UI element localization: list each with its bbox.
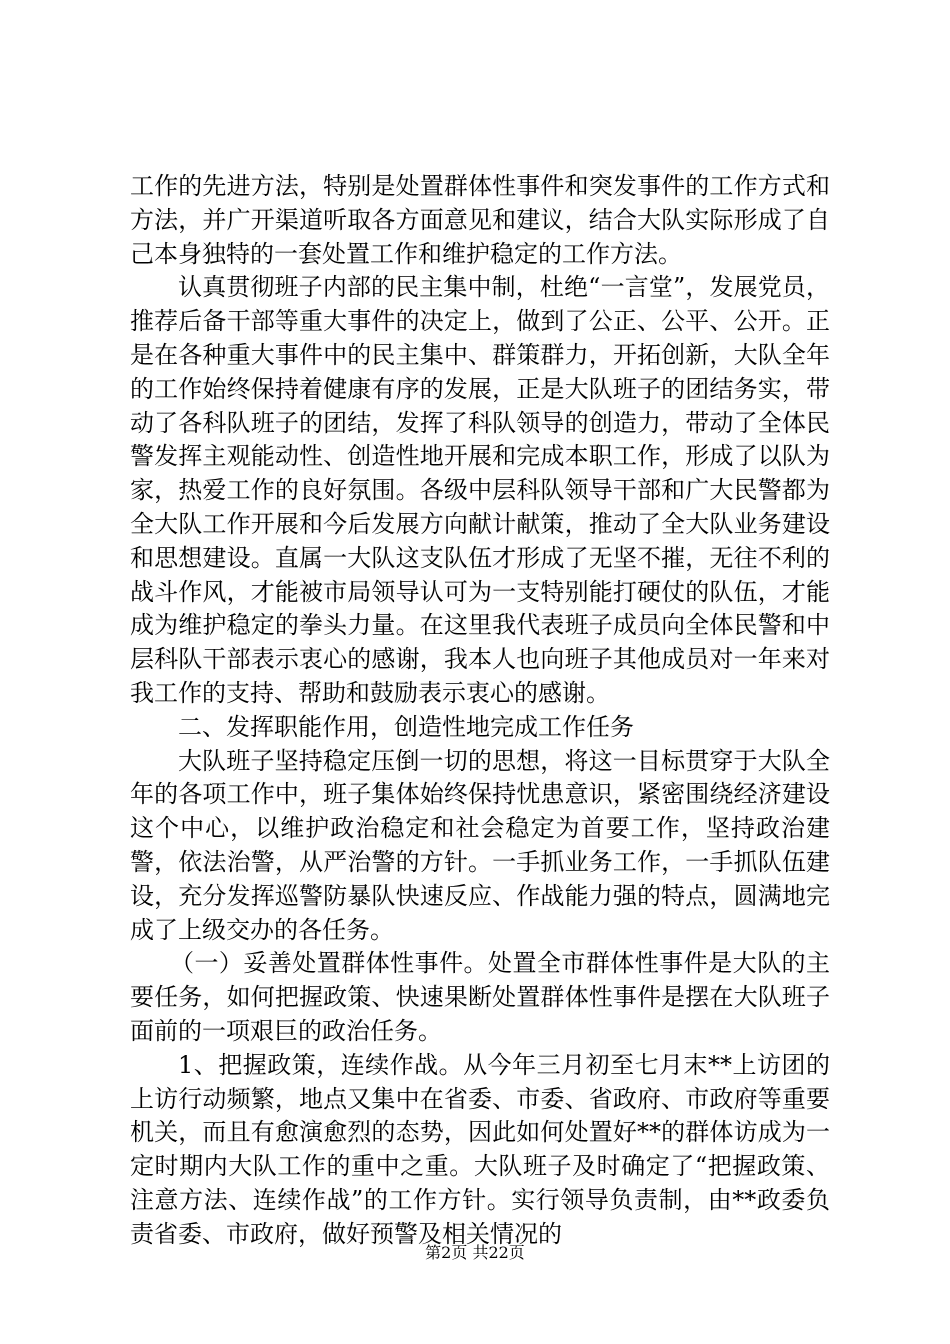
paragraph-3: 大队班子坚持稳定压倒一切的思想，将这一目标贯穿于大队全年的各项工作中，班子集体始终保持忧患意识，紧密围绕经济建设这个中心，以维护政治稳定和社会稳定为首要工作，坚持政治建警，依法治警，从严治警的方针。一手抓业务工作，一手抓队伍建设，充分发挥巡警防暴队快速反应、作战能力强的特点，圆满地完成了上级交办的各任务。 bbox=[130, 746, 830, 944]
paragraph-1: 工作的先进方法，特别是处置群体性事件和突发事件的工作方式和方法，并广开渠道听取各方面意见和建议，结合大队实际形成了自己本身独特的一套处置工作和维护稳定的工作方法。 bbox=[130, 172, 830, 268]
section-heading: 二、发挥职能作用，创造性地完成工作任务 bbox=[178, 712, 634, 741]
page-footer: 第2页 共22页 bbox=[425, 1243, 525, 1262]
paragraph-2: 认真贯彻班子内部的民主集中制，杜绝“一言堂”，发展党员，推荐后备干部等重大事件的决定上，做到了公正、公平、公开。正是在各种重大事件中的民主集中、群策群力，开拓创新，大队全年的工作始终保持着健康有序的发展，正是大队班子的团结务实，带动了各科队班子的团结，发挥了科队领导的创造力，带动了全体民警发挥主观能动性、创造性地开展和完成本职工作，形成了以队为家，热爱工作的良好氛围。各级中层科队领导干部和广大民警都为全大队工作开展和今后发展方向献计献策，推动了全大队业务建设和思想建设。直属一大队这支队伍才形成了无坚不摧，无往不利的战斗作风，才能被市局领导认可为一支特别能打硬仗的队伍，才能成为维护稳定的拳头力量。在这里我代表班子成员向全体民警和中层科队干部表示衷心的感谢，我本人也向班子其他成员对一年来对我工作的支持、帮助和鼓励表示衷心的感谢。 bbox=[130, 273, 830, 707]
paragraph-4: 1、把握政策，连续作战。从今年三月初至七月末**上访团的上访行动频繁，地点又集中在省委、市委、省政府、市政府等重要机关，而且有愈演愈烈的态势，因此如何处置好**的群体访成为一定时期内大队工作的重中之重。大队班子及时确定了“把握政策、注意方法、连续作战”的工作方针。实行领导负责制，由**政委负责省委、市政府，做好预警及相关情况的 bbox=[130, 1050, 830, 1248]
subsection-paragraph: （一）妥善处置群体性事件。处置全市群体性事件是大队的主要任务，如何把握政策、快速果断处置群体性事件是摆在大队班子面前的一项艰巨的政治任务。 bbox=[130, 949, 830, 1045]
document-body bbox=[130, 170, 830, 1252]
